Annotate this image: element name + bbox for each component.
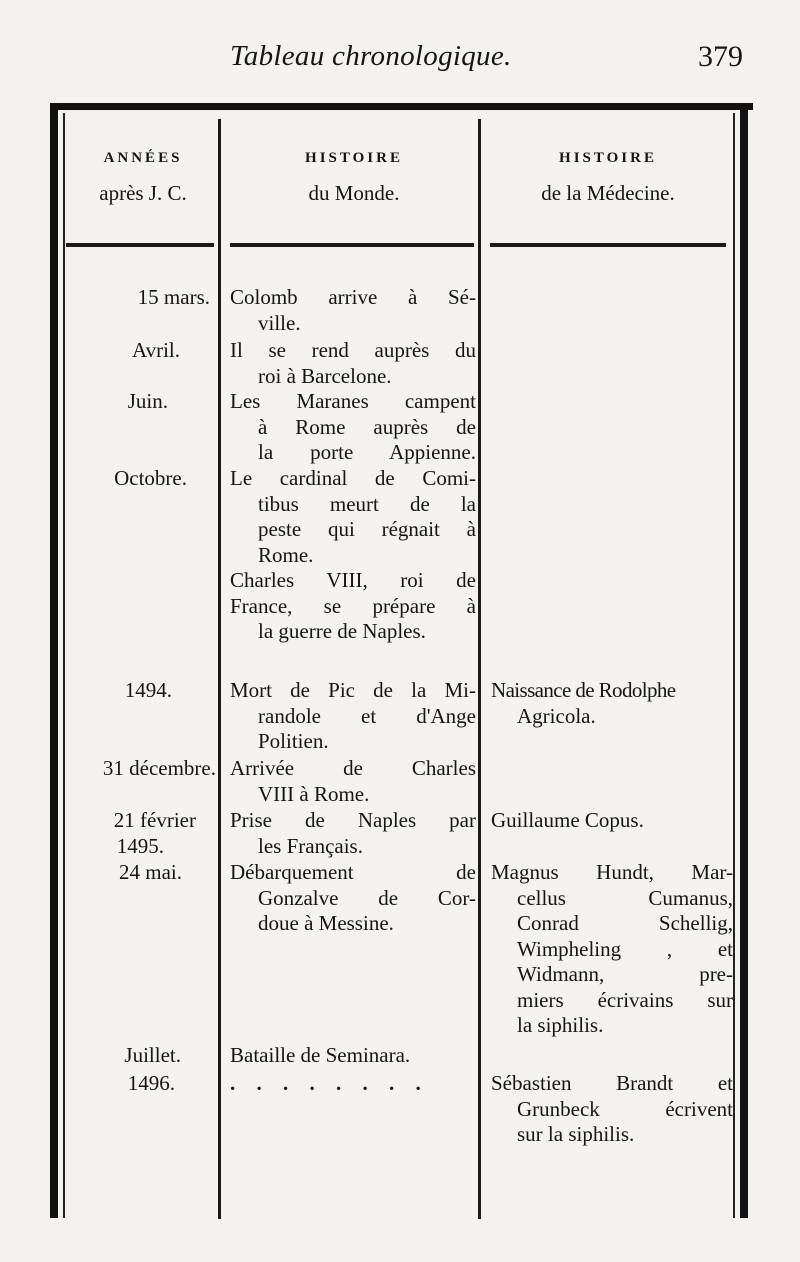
medicine-line: Naissance de Rodolphe (491, 678, 676, 702)
medicine-entry (491, 860, 733, 1039)
row-year: 31 décembre. (102, 756, 216, 780)
world-line: Rome. (258, 542, 314, 567)
world-line: tibus meurt de la (258, 491, 476, 516)
row-year: 24 mai. (119, 860, 182, 884)
header-rule-years (66, 243, 214, 247)
world-line: les Français. (258, 833, 363, 858)
column-header-years-sub: après J. C. (99, 181, 187, 205)
world-line: roi à Barcelone. (258, 363, 392, 388)
world-line: Colomb arrive à Sé- (230, 285, 476, 309)
world-line: France, se prépare à (230, 593, 476, 618)
world-entry (230, 756, 476, 807)
medicine-line: Grunbeck écrivent (517, 1096, 733, 1121)
world-entry (230, 860, 476, 937)
world-line: VIII à Rome. (258, 781, 370, 806)
world-line: Bataille de Seminara. (230, 1043, 411, 1067)
column-divider-2 (478, 119, 481, 1219)
table-top-rule (50, 103, 753, 110)
column-header-world (230, 150, 478, 206)
medicine-line: miers écrivains sur (517, 987, 733, 1012)
column-header-years-caps: ANNÉES (103, 150, 183, 166)
row-year: Juin. (127, 389, 168, 413)
medicine-line: Sébastien Brandt et (491, 1071, 733, 1095)
running-head (0, 36, 800, 76)
column-header-years (68, 150, 218, 206)
world-line: à Rome auprès de (258, 414, 476, 439)
column-divider-1 (218, 119, 221, 1219)
medicine-line: Widmann, pre- (517, 962, 733, 986)
column-header-world-caps: HISTOIRE (305, 150, 403, 166)
column-header-medicine-caps: HISTOIRE (559, 150, 657, 166)
row-year-continued: 1495. (116, 834, 164, 858)
world-line: la porte Appienne. (258, 440, 476, 464)
row-year: 1496. (127, 1071, 175, 1095)
world-line: . . . . . . . . (230, 1071, 429, 1095)
row-year: Octobre. (114, 466, 187, 490)
medicine-line: la siphilis. (517, 1013, 604, 1037)
table-left-rule (50, 103, 58, 1218)
medicine-line: cellus Cumanus, (517, 885, 733, 910)
world-line: Mort de Pic de la Mi- (230, 678, 476, 702)
world-entry (230, 1043, 476, 1069)
row-year: 15 mars. (137, 285, 210, 309)
world-line: ville. (258, 310, 301, 335)
column-header-world-sub: du Monde. (308, 181, 400, 205)
world-line: Le cardinal de Comi- (230, 466, 476, 490)
medicine-line: Agricola. (517, 703, 596, 728)
header-rule-medicine (490, 243, 726, 247)
table-right-inner-rule (733, 113, 735, 1218)
world-entry (230, 389, 476, 466)
row-year: 1494. (124, 678, 172, 702)
column-header-medicine-sub: de la Médecine. (541, 181, 675, 205)
world-entry (230, 568, 476, 645)
world-line: la guerre de Naples. (258, 619, 426, 643)
medicine-entry (491, 1071, 733, 1148)
world-line: Arrivée de Charles (230, 756, 476, 780)
world-entry (230, 808, 476, 859)
world-entry (230, 678, 476, 755)
table-right-rule (740, 103, 748, 1218)
world-entry (230, 466, 476, 568)
world-line: doue à Messine. (258, 911, 394, 935)
world-line: Politien. (258, 729, 329, 753)
world-line: Gonzalve de Cor- (258, 885, 476, 910)
world-line: Il se rend auprès du (230, 338, 476, 362)
world-line: randole et d'Ange (258, 703, 476, 728)
header-rule-world (230, 243, 474, 247)
medicine-line: Conrad Schellig, (517, 911, 733, 935)
world-line: peste qui régnait à (258, 517, 476, 541)
medicine-entry (491, 678, 733, 729)
medicine-entry (491, 808, 733, 834)
page-title: Tableau chronologique. (230, 40, 512, 72)
medicine-line: Guillaume Copus. (491, 808, 644, 832)
world-line: Prise de Naples par (230, 808, 476, 832)
page-number: 379 (698, 40, 743, 73)
world-line: Les Maranes campent (230, 389, 476, 413)
world-entry (230, 285, 476, 336)
medicine-line: Wimpheling , et (517, 936, 733, 961)
column-header-medicine (488, 150, 728, 206)
row-year: 21 février (113, 808, 196, 832)
world-line: Débarquement de (230, 860, 476, 884)
world-entry (230, 338, 476, 389)
row-year: Avril. (131, 338, 180, 362)
row-year: Juillet. (124, 1043, 181, 1067)
medicine-line: Magnus Hundt, Mar- (491, 860, 733, 884)
medicine-line: sur la siphilis. (517, 1122, 635, 1146)
world-entry (230, 1071, 476, 1097)
world-line: Charles VIII, roi de (230, 568, 476, 592)
